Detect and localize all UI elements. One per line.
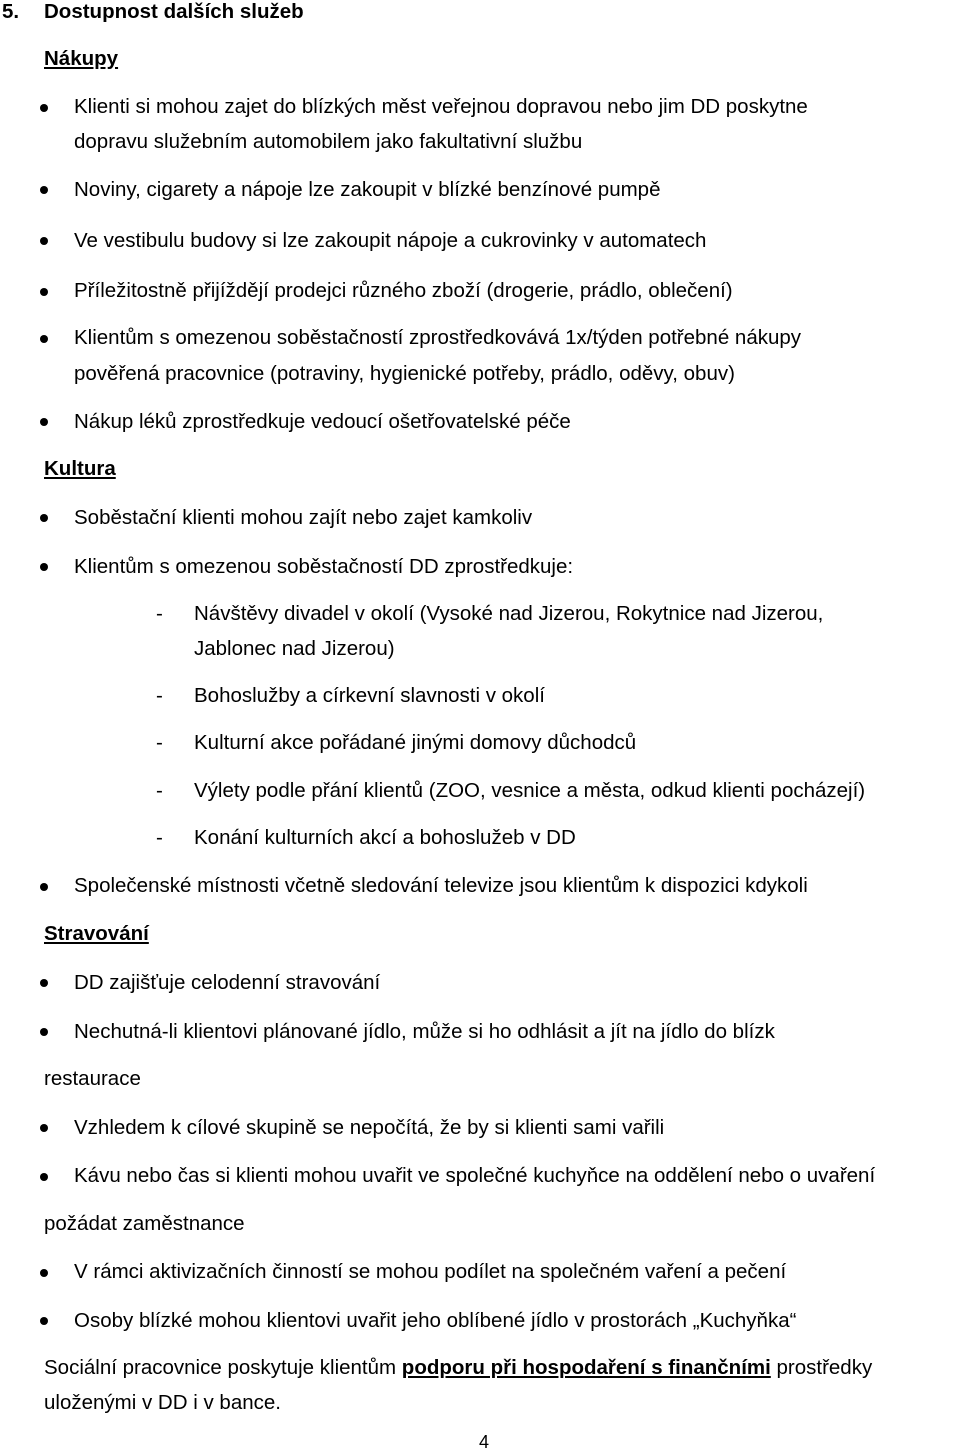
list-item-continuation: dopravu služebním automobilem jako fakultativní službu <box>74 130 583 153</box>
bullet-icon <box>40 883 48 891</box>
list-item: Nákup léků zprostředkuje vedoucí ošetřovatelské péče <box>74 410 571 433</box>
bullet-icon <box>40 237 48 245</box>
sub-list-item: Výlety podle přání klientů (ZOO, vesnice a města, odkud klienti pocházejí) <box>194 779 866 802</box>
list-item: Soběstační klienti mohou zajít nebo zajet kamkoliv <box>74 506 533 529</box>
list-item: Osoby blízké mohou klientovi uvařit jeho oblíbené jídlo v prostorách „Kuchyňka“ <box>74 1309 797 1332</box>
dash-marker: - <box>156 826 163 849</box>
list-item: Kávu nebo čas si klienti mohou uvařit ve společné kuchyňce na oddělení nebo o uvaření <box>74 1164 876 1187</box>
dash-marker: - <box>156 602 163 625</box>
list-item: DD zajišťuje celodenní stravování <box>74 971 381 994</box>
closing-paragraph-line2: uloženými v DD i v bance. <box>44 1391 281 1414</box>
bullet-icon <box>40 563 48 571</box>
sub-list-item: Kulturní akce pořádané jinými domovy důchodců <box>194 731 637 754</box>
list-item-continuation: pověřená pracovnice (potraviny, hygienické potřeby, prádlo, oděvy, obuv) <box>74 362 735 385</box>
list-item: Ve vestibulu budovy si lze zakoupit nápoje a cukrovinky v automatech <box>74 229 707 252</box>
list-item: Klienti si mohou zajet do blízkých měst veřejnou dopravou nebo jim DD poskytne <box>74 95 808 118</box>
section-number: 5. <box>2 0 20 23</box>
page-number: 4 <box>479 1432 490 1452</box>
bullet-icon <box>40 979 48 987</box>
sub-list-item: Konání kulturních akcí a bohoslužeb v DD <box>194 826 576 849</box>
bullet-icon <box>40 1173 48 1181</box>
bullet-icon <box>40 1124 48 1132</box>
bullet-icon <box>40 514 48 522</box>
heading-kultura: Kultura <box>44 457 116 480</box>
bullet-icon <box>40 186 48 194</box>
closing-emphasis: podporu při hospodaření s finančními <box>401 1356 771 1379</box>
closing-text-post: prostředky <box>770 1356 873 1379</box>
bullet-icon <box>40 418 48 426</box>
list-item-continuation: požádat zaměstnance <box>44 1212 245 1235</box>
bullet-icon <box>40 1269 48 1277</box>
list-item: Vzhledem k cílové skupině se nepočítá, že by si klienti sami vařili <box>74 1116 665 1139</box>
list-item: V rámci aktivizačních činností se mohou podílet na společném vaření a pečení <box>74 1260 787 1283</box>
dash-marker: - <box>156 779 163 802</box>
heading-nakupy: Nákupy <box>44 47 119 70</box>
bullet-icon <box>40 335 48 343</box>
closing-text-pre: Sociální pracovnice poskytuje klientům <box>44 1356 402 1379</box>
bullet-icon <box>40 288 48 296</box>
sub-list-item-continuation: Jablonec nad Jizerou) <box>194 637 395 660</box>
list-item: Příležitostně přijíždějí prodejci různého zboží (drogerie, prádlo, oblečení) <box>74 279 733 302</box>
bullet-icon <box>40 1028 48 1036</box>
list-item: Společenské místnosti včetně sledování televize jsou klientům k dispozici kdykoli <box>74 874 808 897</box>
dash-marker: - <box>156 731 163 754</box>
heading-stravovani: Stravování <box>44 922 149 945</box>
list-item-continuation: restaurace <box>44 1067 141 1090</box>
list-item: Nechutná-li klientovi plánované jídlo, může si ho odhlásit a jít na jídlo do blízk <box>74 1020 775 1043</box>
list-item: Klientům s omezenou soběstačností DD zprostředkuje: <box>74 555 574 578</box>
section-title: Dostupnost dalších služeb <box>44 0 304 23</box>
bullet-icon <box>40 1317 48 1325</box>
sub-list-item: Návštěvy divadel v okolí (Vysoké nad Jizerou, Rokytnice nad Jizerou, <box>194 602 824 625</box>
list-item: Klientům s omezenou soběstačností zprostředkovává 1x/týden potřebné nákupy <box>74 326 802 349</box>
dash-marker: - <box>156 684 163 707</box>
bullet-icon <box>40 104 48 112</box>
list-item: Noviny, cigarety a nápoje lze zakoupit v blízké benzínové pumpě <box>74 178 661 201</box>
closing-paragraph <box>44 1356 872 1380</box>
sub-list-item: Bohoslužby a církevní slavnosti v okolí <box>194 684 545 707</box>
